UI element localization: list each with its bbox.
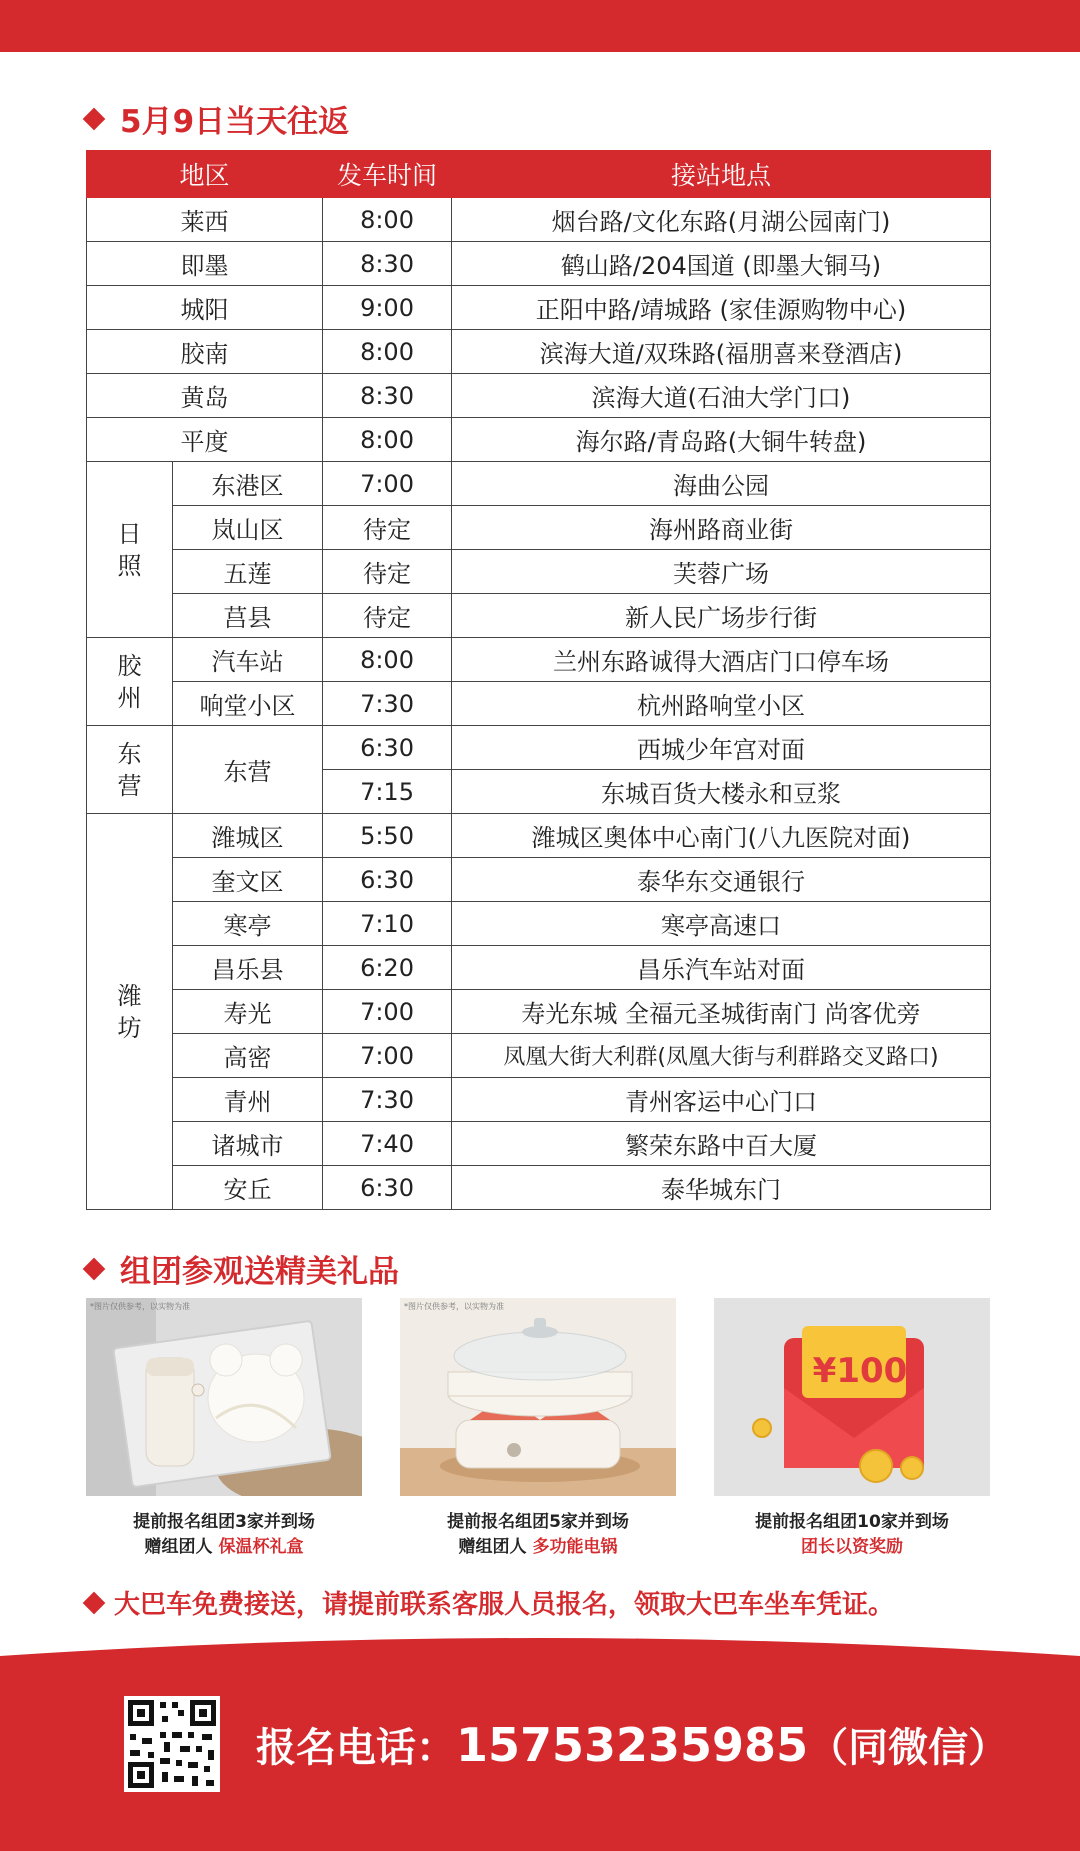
- place-cell: 潍城区奥体中心南门(八九医院对面): [452, 814, 991, 858]
- gift-card-red-envelope: [714, 1298, 990, 1560]
- gift-condition: 提前报名组团10家并到场: [755, 1512, 949, 1532]
- time-cell: 5:50: [323, 814, 452, 858]
- table-row: [87, 1166, 991, 1210]
- region-cell: 黄岛: [87, 374, 323, 418]
- subregion-cell: 莒县: [173, 594, 323, 638]
- table-row: [87, 726, 991, 770]
- subregion-cell: 寿光: [173, 990, 323, 1034]
- time-cell: 待定: [323, 594, 452, 638]
- place-cell: 东城百货大楼永和豆浆: [452, 770, 991, 814]
- diamond-icon: [83, 1257, 106, 1280]
- header-place: 接站地点: [452, 151, 991, 198]
- image-disclaimer: *图片仅供参考，以实物为准: [90, 1302, 190, 1311]
- place-cell: 凤凰大街大利群(凤凰大街与利群路交叉路口): [452, 1034, 991, 1078]
- electric-pot-image: [400, 1298, 676, 1496]
- table-row: [87, 1034, 991, 1078]
- table-header-row: [87, 151, 991, 198]
- table-row: [87, 990, 991, 1034]
- gift-reward-line: [714, 1535, 990, 1560]
- diamond-icon: [83, 107, 106, 130]
- gift-reward-line: [86, 1535, 362, 1560]
- gift-reward-name: 保温杯礼盒: [218, 1537, 304, 1557]
- gift-list: [86, 1298, 990, 1557]
- place-cell: 泰华城东门: [452, 1166, 991, 1210]
- group-label: 日照: [117, 519, 142, 580]
- place-cell: 滨海大道/双珠路(福朋喜来登酒店): [452, 330, 991, 374]
- time-cell: 6:30: [323, 858, 452, 902]
- table-row: [87, 858, 991, 902]
- bus-notice: [86, 1584, 894, 1621]
- table-row: [87, 1122, 991, 1166]
- place-cell: 兰州东路诚得大酒店门口停车场: [452, 638, 991, 682]
- table-row: [87, 286, 991, 330]
- table-row: [87, 506, 991, 550]
- region-cell: 平度: [87, 418, 323, 462]
- envelope-amount: ¥100: [812, 1351, 908, 1391]
- group-cell-dongying: [87, 726, 173, 814]
- region-cell: 胶南: [87, 330, 323, 374]
- region-cell: 城阳: [87, 286, 323, 330]
- place-cell: 正阳中路/靖城路 (家佳源购物中心): [452, 286, 991, 330]
- table-row: [87, 198, 991, 242]
- time-cell: 8:30: [323, 374, 452, 418]
- region-cell: 即墨: [87, 242, 323, 286]
- time-cell: 9:00: [323, 286, 452, 330]
- phone-number[interactable]: 15753235985: [456, 1718, 809, 1772]
- signup-phone: [256, 1716, 1008, 1773]
- table-row: [87, 682, 991, 726]
- image-disclaimer: *图片仅供参考，以实物为准: [404, 1302, 504, 1311]
- time-cell: 7:30: [323, 682, 452, 726]
- time-cell: 7:40: [323, 1122, 452, 1166]
- time-cell: 待定: [323, 506, 452, 550]
- table-row: [87, 946, 991, 990]
- qr-code-icon: [124, 1696, 220, 1792]
- group-cell-jiaozhou: [87, 638, 173, 726]
- thermos-giftbox-image: [86, 1298, 362, 1496]
- header-time: 发车时间: [323, 151, 452, 198]
- group-cell-rizhao: [87, 462, 173, 638]
- subregion-cell: 高密: [173, 1034, 323, 1078]
- gift-reward-line: [400, 1535, 676, 1560]
- subregion-cell: 汽车站: [173, 638, 323, 682]
- subregion-cell: 五莲: [173, 550, 323, 594]
- place-cell: 繁荣东路中百大厦: [452, 1122, 991, 1166]
- table-row: [87, 1078, 991, 1122]
- place-cell: 泰华东交通银行: [452, 858, 991, 902]
- table-row: [87, 902, 991, 946]
- section-title: 5月9日当天往返: [120, 104, 350, 140]
- time-cell: 8:00: [323, 330, 452, 374]
- subregion-cell: 东营: [173, 726, 323, 814]
- table-row: [87, 550, 991, 594]
- subregion-cell: 潍城区: [173, 814, 323, 858]
- table-row: [87, 374, 991, 418]
- place-cell: 芙蓉广场: [452, 550, 991, 594]
- subregion-cell: 寒亭: [173, 902, 323, 946]
- time-cell: 7:15: [323, 770, 452, 814]
- gift-caption: [86, 1510, 362, 1560]
- place-cell: 海曲公园: [452, 462, 991, 506]
- gift-card-thermos: [86, 1298, 362, 1560]
- time-cell: 7:00: [323, 1034, 452, 1078]
- table-row: [87, 418, 991, 462]
- group-label: 东营: [117, 739, 142, 800]
- place-cell: 寿光东城 全福元圣城街南门 尚客优旁: [452, 990, 991, 1034]
- place-cell: 新人民广场步行街: [452, 594, 991, 638]
- top-banner: [0, 0, 1080, 52]
- subregion-cell: 诸城市: [173, 1122, 323, 1166]
- thermos-giftbox-illustration: [86, 1298, 362, 1496]
- gift-condition: 提前报名组团3家并到场: [133, 1512, 315, 1532]
- time-cell: 8:00: [323, 418, 452, 462]
- time-cell: 7:30: [323, 1078, 452, 1122]
- place-cell: 滨海大道(石油大学门口): [452, 374, 991, 418]
- subregion-cell: 东港区: [173, 462, 323, 506]
- place-cell: 烟台路/文化东路(月湖公园南门): [452, 198, 991, 242]
- group-label: 胶州: [117, 651, 142, 712]
- table-row: [87, 814, 991, 858]
- bus-notice-text: 大巴车免费接送，请提前联系客服人员报名，领取大巴车坐车凭证。: [114, 1590, 895, 1620]
- time-cell: 8:00: [323, 198, 452, 242]
- gift-reward-prefix: 赠组团人: [458, 1537, 533, 1557]
- subregion-cell: 响堂小区: [173, 682, 323, 726]
- table-row: [87, 594, 991, 638]
- qr-code[interactable]: [124, 1696, 220, 1792]
- bus-schedule-table: [86, 150, 991, 1210]
- table-row: [87, 242, 991, 286]
- electric-pot-illustration: [400, 1298, 676, 1496]
- group-label: 潍坊: [117, 981, 142, 1042]
- red-envelope-illustration: [714, 1298, 990, 1496]
- time-cell: 8:30: [323, 242, 452, 286]
- section-heading-gifts: [86, 1246, 399, 1291]
- gift-reward-name: 多功能电锅: [532, 1537, 618, 1557]
- subregion-cell: 昌乐县: [173, 946, 323, 990]
- place-cell: 杭州路响堂小区: [452, 682, 991, 726]
- phone-suffix: （同微信）: [808, 1725, 1009, 1771]
- place-cell: 昌乐汽车站对面: [452, 946, 991, 990]
- place-cell: 寒亭高速口: [452, 902, 991, 946]
- header-region: 地区: [87, 151, 323, 198]
- subregion-cell: 岚山区: [173, 506, 323, 550]
- section-title: 组团参观送精美礼品: [120, 1254, 399, 1290]
- time-cell: 7:10: [323, 902, 452, 946]
- gift-condition: 提前报名组团5家并到场: [447, 1512, 629, 1532]
- place-cell: 海尔路/青岛路(大铜牛转盘): [452, 418, 991, 462]
- table-row: [87, 330, 991, 374]
- gift-caption: [400, 1510, 676, 1560]
- section-heading-schedule: [86, 96, 349, 141]
- time-cell: 6:20: [323, 946, 452, 990]
- subregion-cell: 青州: [173, 1078, 323, 1122]
- place-cell: 青州客运中心门口: [452, 1078, 991, 1122]
- phone-label: 报名电话：: [256, 1725, 456, 1771]
- time-cell: 7:00: [323, 462, 452, 506]
- table-row: [87, 462, 991, 506]
- diamond-icon: [83, 1591, 106, 1614]
- time-cell: 7:00: [323, 990, 452, 1034]
- subregion-cell: 安丘: [173, 1166, 323, 1210]
- table-row: [87, 638, 991, 682]
- time-cell: 待定: [323, 550, 452, 594]
- gift-reward-prefix: 赠组团人: [144, 1537, 219, 1557]
- place-cell: 海州路商业街: [452, 506, 991, 550]
- time-cell: 6:30: [323, 1166, 452, 1210]
- gift-card-cooker: [400, 1298, 676, 1560]
- group-cell-weifang: [87, 814, 173, 1210]
- red-envelope-image: [714, 1298, 990, 1496]
- gift-reward-name: 团长以资奖励: [801, 1537, 903, 1557]
- time-cell: 8:00: [323, 638, 452, 682]
- region-cell: 莱西: [87, 198, 323, 242]
- subregion-cell: 奎文区: [173, 858, 323, 902]
- place-cell: 鹤山路/204国道 (即墨大铜马): [452, 242, 991, 286]
- gift-caption: [714, 1510, 990, 1560]
- time-cell: 6:30: [323, 726, 452, 770]
- place-cell: 西城少年宫对面: [452, 726, 991, 770]
